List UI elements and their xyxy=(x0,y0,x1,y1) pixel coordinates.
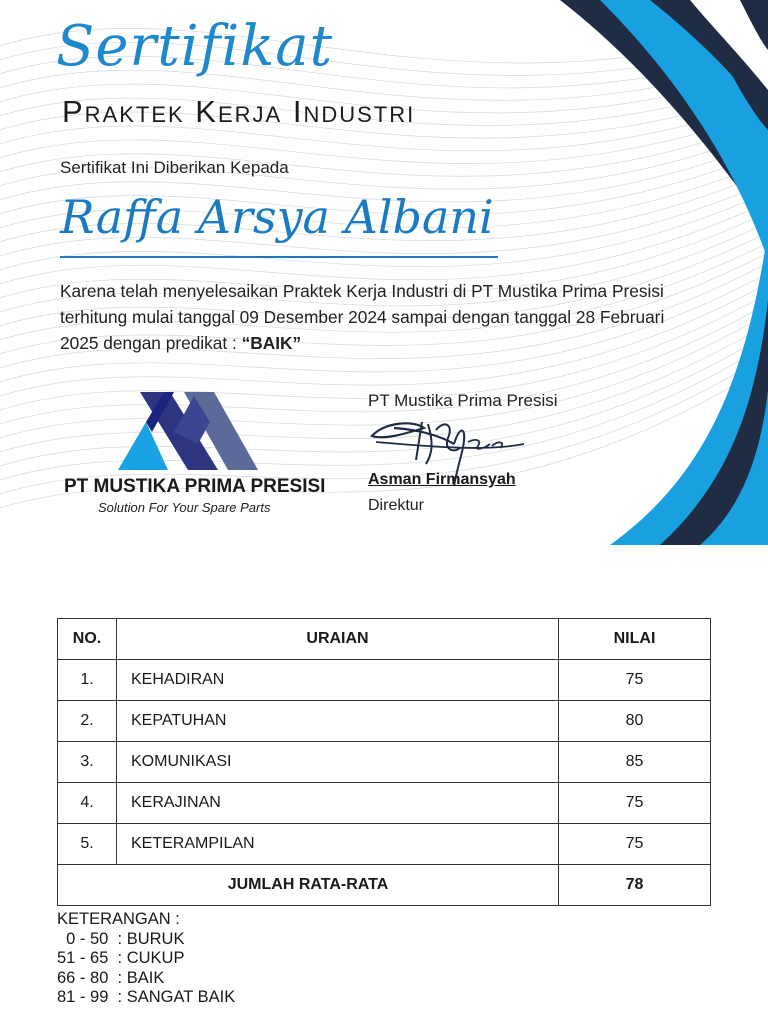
signatory-name: Asman Firmansyah xyxy=(368,471,516,488)
signatory-title: Direktur xyxy=(368,497,425,514)
legend-range: 0 - 50 xyxy=(57,929,109,948)
signatory-company: PT Mustika Prima Presisi xyxy=(368,391,558,410)
row-no: 2. xyxy=(58,701,117,742)
legend-item: 51 - 65 : CUKUP xyxy=(57,949,185,967)
row-uraian: KETERAMPILAN xyxy=(117,824,559,865)
row-uraian: KOMUNIKASI xyxy=(117,742,559,783)
legend-range: 66 - 80 xyxy=(57,968,109,987)
header-no: NO. xyxy=(58,619,117,660)
table-total-row xyxy=(58,865,711,906)
row-nilai: 75 xyxy=(559,660,711,701)
legend xyxy=(57,910,235,1008)
predicate: “BAIK” xyxy=(241,333,302,353)
legend-title: KETERANGAN : xyxy=(57,910,180,928)
total-value: 78 xyxy=(559,865,711,906)
legend-range: 81 - 99 xyxy=(57,988,109,1006)
certificate-title: Sertifikat xyxy=(56,14,334,79)
row-no: 3. xyxy=(58,742,117,783)
given-to-label: Sertifikat Ini Diberikan Kepada xyxy=(60,158,289,177)
legend-item: 81 - 99 : SANGAT BAIK xyxy=(57,988,236,1006)
legend-item: 0 - 50 : BURUK xyxy=(57,929,185,948)
certificate-description xyxy=(60,278,700,356)
row-uraian: KEHADIRAN xyxy=(117,660,559,701)
legend-item: 66 - 80 : BAIK xyxy=(57,968,165,987)
row-no: 5. xyxy=(58,824,117,865)
row-no: 1. xyxy=(58,660,117,701)
legend-range: 51 - 65 xyxy=(57,949,109,967)
description-text: Karena telah menyelesaikan Praktek Kerja Industri di PT Mustika Prima Presisi terhitung mulai tanggal 09 Desember 2024 sampai dengan tanggal 28 Februari 2025 dengan predikat : xyxy=(60,281,665,353)
company-tagline: Solution For Your Spare Parts xyxy=(98,500,271,515)
table-row xyxy=(58,824,711,865)
legend-label: BAIK xyxy=(126,968,165,987)
table-row xyxy=(58,783,711,824)
table-row xyxy=(58,660,711,701)
row-nilai: 85 xyxy=(559,742,711,783)
row-nilai: 80 xyxy=(559,701,711,742)
legend-label: SANGAT BAIK xyxy=(126,988,236,1006)
certificate-subtitle: Praktek Kerja Industri xyxy=(62,94,416,129)
row-uraian: KEPATUHAN xyxy=(117,701,559,742)
row-no: 4. xyxy=(58,783,117,824)
table-row xyxy=(58,742,711,783)
header-nilai: NILAI xyxy=(559,619,711,660)
recipient-underline xyxy=(60,256,498,258)
company-name: PT MUSTIKA PRIMA PRESISI xyxy=(64,476,326,497)
table-header-row xyxy=(58,619,711,660)
row-uraian: KERAJINAN xyxy=(117,783,559,824)
legend-label: CUKUP xyxy=(126,949,185,967)
grades-table xyxy=(57,618,711,906)
recipient-name: Raffa Arsya Albani xyxy=(60,190,494,244)
total-label: JUMLAH RATA-RATA xyxy=(58,865,559,906)
legend-label: BURUK xyxy=(126,929,185,948)
table-row xyxy=(58,701,711,742)
row-nilai: 75 xyxy=(559,824,711,865)
header-uraian: URAIAN xyxy=(117,619,559,660)
company-logo xyxy=(118,392,258,472)
row-nilai: 75 xyxy=(559,783,711,824)
